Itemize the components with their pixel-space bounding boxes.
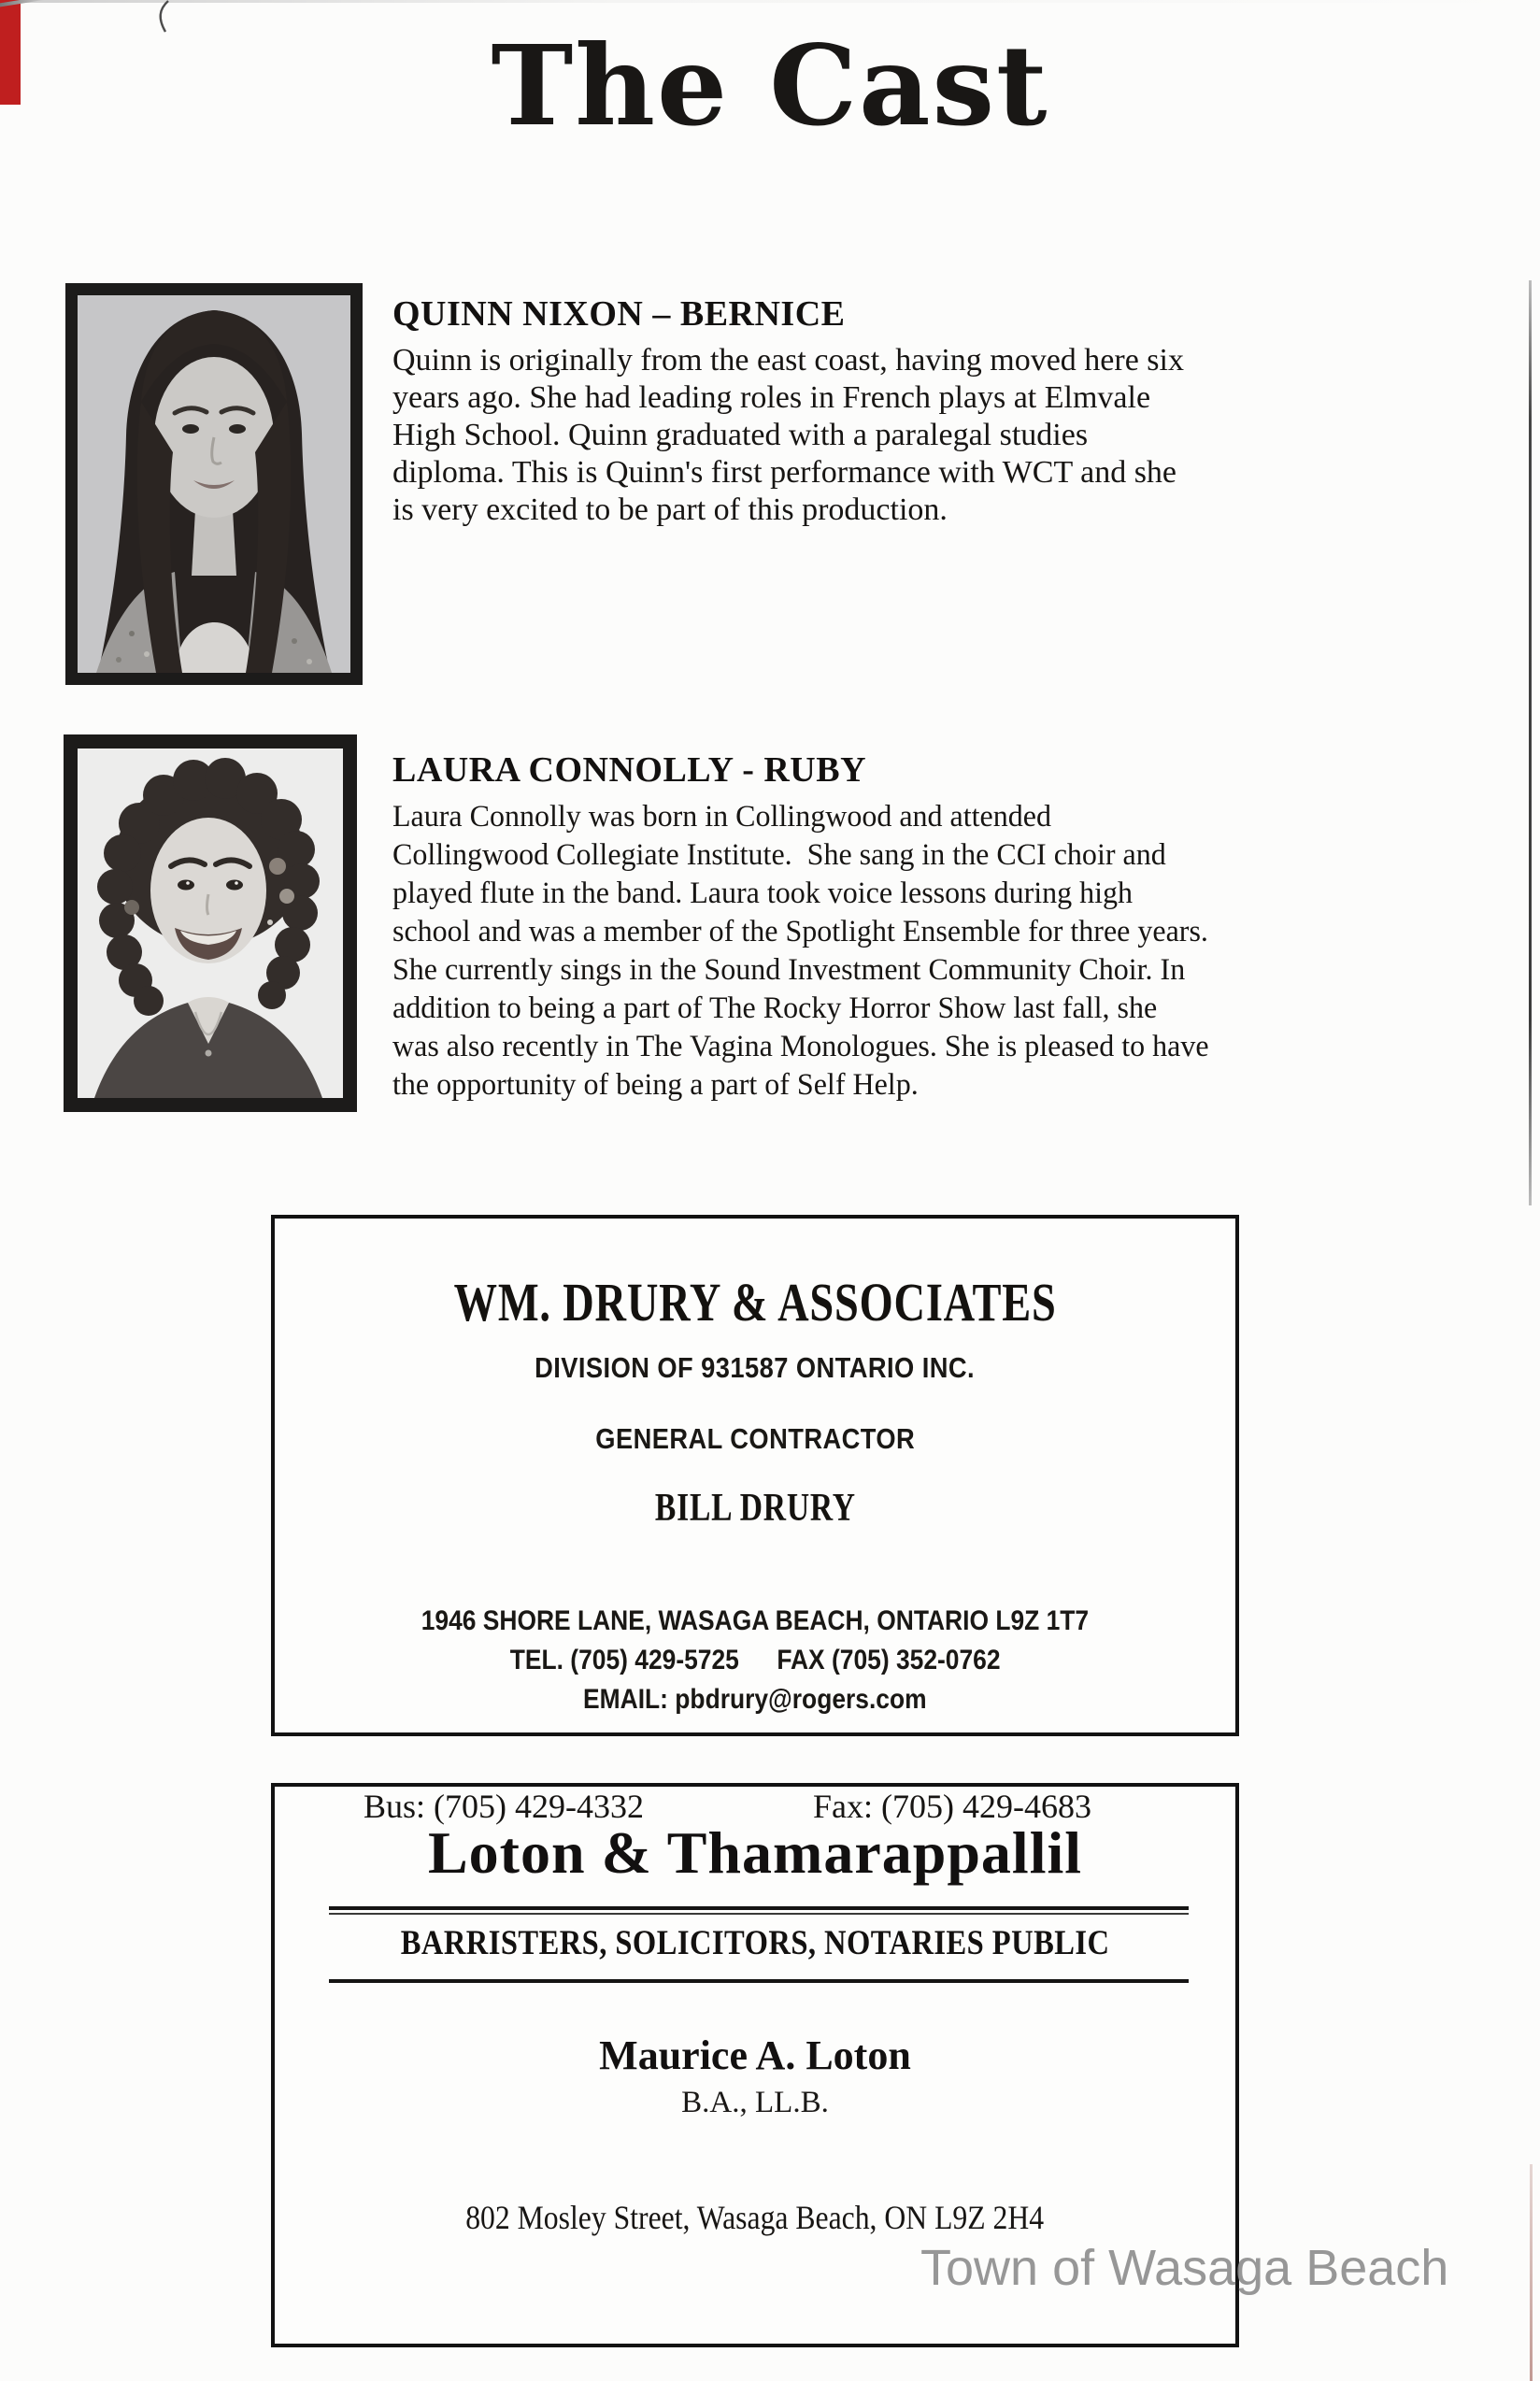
ad-divider-rule xyxy=(329,1979,1189,1983)
ad-subtitle: BARRISTERS, SOLICITORS, NOTARIES PUBLIC xyxy=(400,1924,1110,1962)
ad-credentials: B.A., LL.B. xyxy=(681,2086,829,2119)
ad-company-name: WM. DRURY & ASSOCIATES xyxy=(453,1272,1057,1333)
cast-photo-quinn xyxy=(65,283,363,685)
ad-person-name: Maurice A. Loton xyxy=(599,2032,911,2078)
ad-division-line: DIVISION OF 931587 ONTARIO INC. xyxy=(535,1351,976,1384)
bio-line: the opportunity of being a part of Self Help. xyxy=(392,1068,919,1102)
bio-line: She currently sings in the Sound Investment Community Choir. In xyxy=(392,953,1186,987)
ad-tel: TEL. (705) 429-5725 xyxy=(509,1645,739,1675)
ad-tel-fax-line xyxy=(275,1645,1235,1676)
ad-fax: FAX (705) 352-0762 xyxy=(777,1645,1001,1675)
ad-email-line: EMAIL: pbdrury@rogers.com xyxy=(583,1684,927,1715)
watermark-town-of-wasaga-beach: Town of Wasaga Beach xyxy=(920,2240,1449,2296)
bio-line: school and was a member of the Spotlight Ensemble for three years. xyxy=(392,915,1208,948)
ad-address-line: 802 Mosley Street, Wasaga Beach, ON L9Z 2H4 xyxy=(465,2199,1045,2236)
bio-line: played flute in the band. Laura took voice lessons during high xyxy=(392,877,1134,910)
ad-fax-phone: Fax: (705) 429-4683 xyxy=(813,1788,1091,1825)
ad-contact-name: BILL DRURY xyxy=(654,1487,856,1530)
bio-line: diploma. This is Quinn's first performance with WCT and she xyxy=(392,455,1177,490)
cast-name-heading: QUINN NIXON – BERNICE xyxy=(392,294,846,334)
ad-address-line: 1946 SHORE LANE, WASAGA BEACH, ONTARIO L9Z 1T7 xyxy=(421,1605,1090,1636)
cast-name-heading: LAURA CONNOLLY - RUBY xyxy=(392,750,867,790)
bio-line: Laura Connolly was born in Collingwood and attended xyxy=(392,800,1051,834)
bio-line: was also recently in The Vagina Monologues. She is pleased to have xyxy=(392,1030,1209,1063)
scan-artifact-right-edge-line xyxy=(1529,280,1532,1205)
cast-bio-quinn xyxy=(392,293,1184,529)
bio-line: addition to being a part of The Rocky Horror Show last fall, she xyxy=(392,991,1158,1025)
scan-artifact-top-edge xyxy=(0,0,1540,3)
ad-firm-name: Loton & Thamarappallil xyxy=(427,1819,1083,1886)
cast-bio-laura xyxy=(392,749,1234,1105)
ad-drury-associates xyxy=(271,1215,1239,1736)
ad-divider-rule xyxy=(329,1906,1189,1910)
bio-line: is very excited to be part of this production. xyxy=(392,492,948,527)
scan-artifact-right-edge-line-bottom xyxy=(1530,2164,1533,2381)
bio-line: Collingwood Collegiate Institute. She sang in the CCI choir and xyxy=(392,838,1166,872)
ad-role-line: GENERAL CONTRACTOR xyxy=(595,1422,915,1455)
page-title: The Cast xyxy=(491,21,1049,150)
ad-bus-phone: Bus: (705) 429-4332 xyxy=(364,1788,644,1825)
bio-line: years ago. She had leading roles in French plays at Elmvale xyxy=(392,380,1151,415)
cast-photo-laura xyxy=(64,734,357,1112)
bio-line: High School. Quinn graduated with a paralegal studies xyxy=(392,418,1089,452)
bio-line: Quinn is originally from the east coast, having moved here six xyxy=(392,343,1184,378)
